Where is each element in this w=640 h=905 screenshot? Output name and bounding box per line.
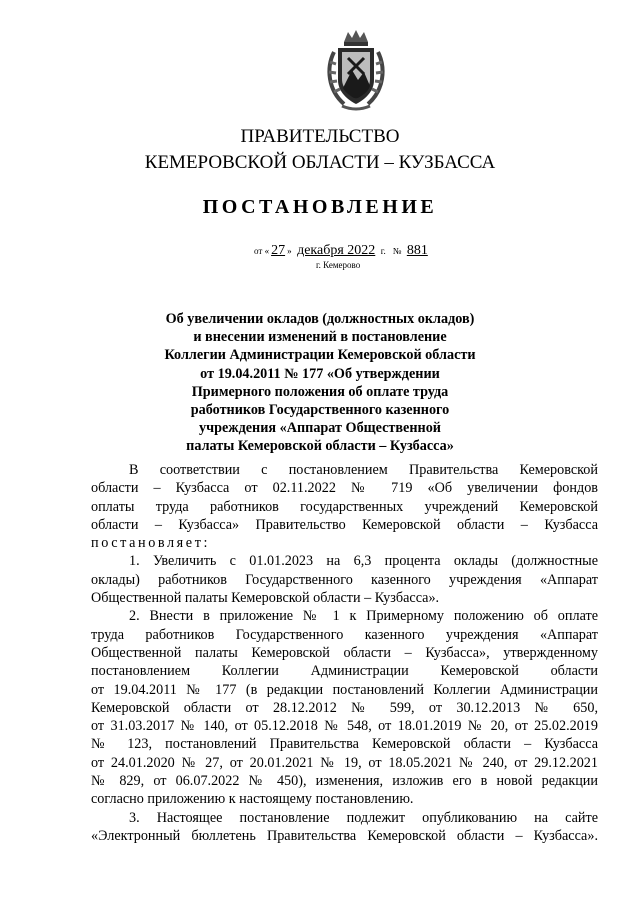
body-line: постановлением Коллегии Администрации Кемеровской области xyxy=(91,663,598,680)
subject-line: учреждения «Аппарат Общественной xyxy=(199,420,441,437)
government-name-line2: КЕМЕРОВСКОЙ ОБЛАСТИ – КУЗБАССА xyxy=(144,152,496,173)
government-name-line1: ПРАВИТЕЛЬСТВО xyxy=(240,126,400,147)
body-line: Кемеровской области от 28.12.2012 № 599, от 30.12.2013 № 650, xyxy=(91,699,598,716)
date-prefix: от « xyxy=(254,246,270,256)
number-sign: № xyxy=(392,246,402,256)
body-line: 2. Внести в приложение № 1 к Примерному положению об оплате xyxy=(129,608,598,625)
date-year-suffix: г. xyxy=(380,246,386,256)
body-line: 3. Настоящее постановление подлежит опубликованию на сайте xyxy=(129,809,598,826)
date-day: 27 xyxy=(271,243,286,258)
subject-line: Коллегии Администрации Кемеровской области xyxy=(164,347,476,364)
body-line: В соответствии с постановлением Правительства Кемеровской xyxy=(129,462,598,478)
body-line: области – Кузбасса от 02.11.2022 № 719 «Об увеличении фондов xyxy=(91,480,598,497)
body-line: «Электронный бюллетень Правительства Кемеровской области – Кузбасса». xyxy=(91,827,598,844)
document-number: 881 xyxy=(406,243,428,258)
body-line: № 123, постановлений Правительства Кемеровской области – Кузбасса xyxy=(91,736,598,753)
body-line: от 19.04.2011 № 177 (в редакции постановлений Коллегии Администрации xyxy=(91,681,598,698)
subject-line: Примерного положения об оплате труда xyxy=(191,383,449,400)
body-line: оклады) работников Государственного казенного учреждения «Аппарат xyxy=(91,571,598,588)
subject-line: палаты Кемеровской области – Кузбасса» xyxy=(186,438,454,455)
subject-line: и внесении изменений в постановление xyxy=(193,329,447,346)
date-month-year: декабря 2022 xyxy=(297,243,376,258)
body-line: от 24.01.2020 № 27, от 20.01.2021 № 19, от 18.05.2021 № 240, от 29.12.2021 xyxy=(91,754,598,771)
body-line: от 31.03.2017 № 140, от 05.12.2018 № 548, от 18.01.2019 № 20, от 25.02.2019 xyxy=(91,718,598,735)
subject-line: от 19.04.2011 № 177 «Об утверждении xyxy=(200,365,440,382)
date-middle: » xyxy=(287,246,292,256)
body-line: № 829, от 06.07.2022 № 450), изменения, изложив его в новой редакции xyxy=(91,773,598,790)
document-type-title: ПОСТАНОВЛЕНИЕ xyxy=(202,196,438,218)
body-line: области – Кузбасса» Правительство Кемеровской области – Кузбасса xyxy=(91,516,598,533)
body-line: Общественной палаты Кемеровской области – Кузбасса». xyxy=(91,590,440,607)
body-line: труда работников Государственного казенного учреждения «Аппарат xyxy=(91,626,598,643)
coat-of-arms-icon xyxy=(324,28,388,112)
subject-line: Об увеличении окладов (должностных окладов) xyxy=(165,311,475,327)
body-line: согласно приложению к настоящему постановлению. xyxy=(91,791,414,808)
body-line: оплаты труда работников государственных учреждений Кемеровской xyxy=(91,498,598,515)
body-line: 1. Увеличить с 01.01.2023 на 6,3 процента оклады (должностные xyxy=(129,553,598,570)
date-line xyxy=(254,243,430,259)
body-line: Общественной палаты Кемеровской области – Кузбасса», утвержденному xyxy=(91,644,598,661)
subject-line: работников Государственного казенного xyxy=(190,402,450,419)
body-line: постановляет: xyxy=(91,535,211,552)
document-body xyxy=(91,461,598,845)
document-subject xyxy=(0,310,640,456)
city: г. Кемерово xyxy=(316,260,361,270)
